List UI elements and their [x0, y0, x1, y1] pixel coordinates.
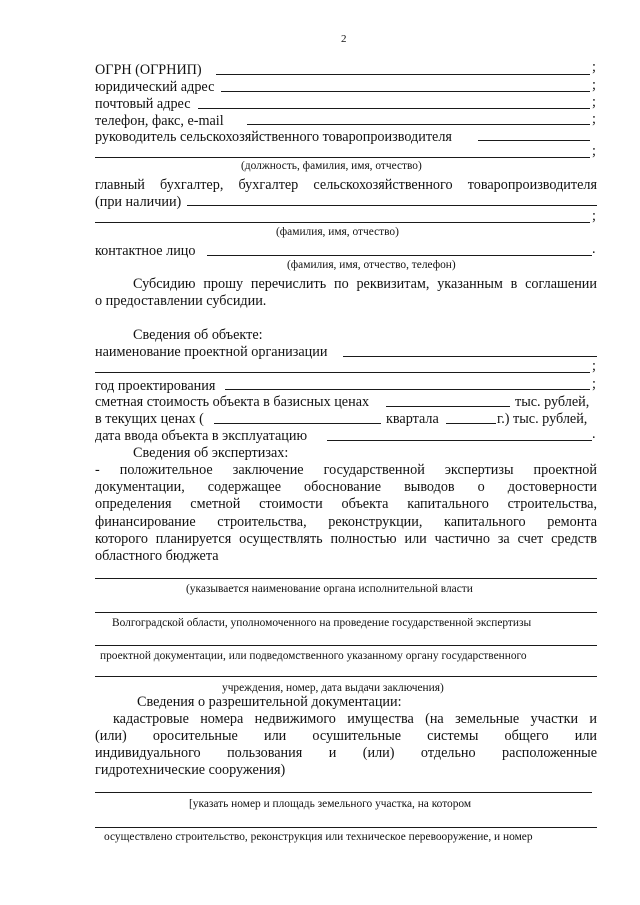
- head-field[interactable]: [478, 140, 590, 141]
- permits-line: кадастровые номера недвижимого имущества (на земельные участки и: [113, 711, 597, 727]
- semicolon: ;: [592, 208, 596, 224]
- quarter-field[interactable]: [446, 423, 496, 424]
- permits-caption: [указать номер и площадь земельного участка, на котором: [189, 798, 472, 810]
- expertise-caption: учреждения, номер, дата выдачи заключения): [222, 682, 444, 694]
- head-field-line2[interactable]: [95, 157, 590, 158]
- semicolon: ;: [592, 358, 596, 374]
- accountant-caption: (фамилия, имя, отчество): [276, 226, 399, 238]
- expertise-line: финансирование строительства, реконструкции, капитального ремонта: [95, 514, 597, 530]
- expertise-line: которого планируется осуществлять полностью или частично за счет средств: [95, 531, 597, 547]
- subsidy-request-line1: Субсидию прошу перечислить по реквизитам, указанным в соглашении: [133, 276, 597, 292]
- semicolon: ;: [592, 94, 596, 110]
- phone-fax-email-label: телефон, факс, e-mail: [95, 113, 224, 129]
- semicolon: ;: [592, 143, 596, 159]
- postal-address-label: почтовый адрес: [95, 96, 191, 112]
- contact-person-caption: (фамилия, имя, отчество, телефон): [287, 259, 456, 271]
- semicolon: ;: [592, 111, 596, 127]
- design-org-field[interactable]: [343, 356, 597, 357]
- permits-heading: Сведения о разрешительной документации:: [137, 694, 402, 710]
- accountant-field[interactable]: [187, 205, 597, 206]
- design-org-label: наименование проектной организации: [95, 344, 328, 360]
- year-suffix-label: г.) тыс. рублей,: [497, 411, 588, 427]
- permits-line: индивидуального пользования и (или) отдельно расположенные: [95, 745, 597, 761]
- accountant-label-cont: (при наличии): [95, 194, 182, 210]
- permits-field[interactable]: [95, 792, 592, 793]
- ogrn-field[interactable]: [216, 74, 590, 75]
- permits-field-2[interactable]: [95, 827, 597, 828]
- cost-base-label: сметная стоимость объекта в базисных ценах: [95, 394, 370, 410]
- expertise-authority-field-2[interactable]: [95, 612, 597, 613]
- object-heading: Сведения об объекте:: [133, 327, 263, 343]
- phone-fax-email-field[interactable]: [247, 124, 590, 125]
- period: .: [592, 426, 596, 442]
- expertise-caption: Волгоградской области, уполномоченного на проведение государственной экспертизы: [112, 617, 532, 629]
- legal-address-field[interactable]: [221, 91, 590, 92]
- commission-date-label: дата ввода объекта в эксплуатацию: [95, 428, 308, 444]
- expertise-caption: (указывается наименование органа исполнительной власти: [186, 583, 473, 595]
- accountant-field-line2[interactable]: [95, 222, 590, 223]
- expertise-line: определения сметной стоимости объекта капитального строительства,: [95, 496, 597, 512]
- permits-line-last: гидротехнические сооружения): [95, 762, 286, 778]
- expertise-caption: проектной документации, или подведомственного указанному органу государственного: [100, 650, 527, 662]
- expertise-authority-field-4[interactable]: [95, 676, 597, 677]
- page-number: 2: [341, 33, 347, 45]
- design-org-field-line2[interactable]: [95, 372, 590, 373]
- head-caption: (должность, фамилия, имя, отчество): [241, 160, 422, 172]
- postal-address-field[interactable]: [198, 108, 590, 109]
- expertise-authority-field[interactable]: [95, 578, 597, 579]
- design-year-field[interactable]: [225, 389, 590, 390]
- ogrn-label: ОГРН (ОГРНИП): [95, 62, 202, 78]
- semicolon: ;: [592, 376, 596, 392]
- expertise-line: - положительное заключение государственной экспертизы проектной: [95, 462, 597, 478]
- permits-caption: осуществлено строительство, реконструкция или техническое перевооружение, и номер: [104, 831, 533, 843]
- contact-person-label: контактное лицо: [95, 243, 196, 259]
- semicolon: ;: [592, 77, 596, 93]
- commission-date-field[interactable]: [327, 440, 592, 441]
- head-label: руководитель сельскохозяйственного товаропроизводителя: [95, 129, 452, 145]
- current-prices-label: в текущих ценах (: [95, 411, 204, 427]
- thousand-rub-label: тыс. рублей,: [515, 394, 590, 410]
- quarter-label: квартала: [386, 411, 439, 427]
- accountant-label: главный бухгалтер, бухгалтер сельскохозяйственного товаропроизводителя: [95, 177, 597, 193]
- expertise-line: документации, содержащее обоснование выводов о достоверности: [95, 479, 597, 495]
- expertise-heading: Сведения об экспертизах:: [133, 445, 289, 461]
- expertise-authority-field-3[interactable]: [95, 645, 597, 646]
- cost-base-field[interactable]: [386, 406, 510, 407]
- expertise-line-last: областного бюджета: [95, 548, 219, 564]
- design-year-label: год проектирования: [95, 378, 216, 394]
- subsidy-request-line2: о предоставлении субсидии.: [95, 293, 267, 309]
- contact-person-field[interactable]: [207, 255, 592, 256]
- legal-address-label: юридический адрес: [95, 79, 215, 95]
- period: .: [592, 241, 596, 257]
- semicolon: ;: [592, 59, 596, 75]
- permits-line: (или) оросительные или осушительные системы общего или: [95, 728, 597, 744]
- current-prices-field[interactable]: [214, 423, 381, 424]
